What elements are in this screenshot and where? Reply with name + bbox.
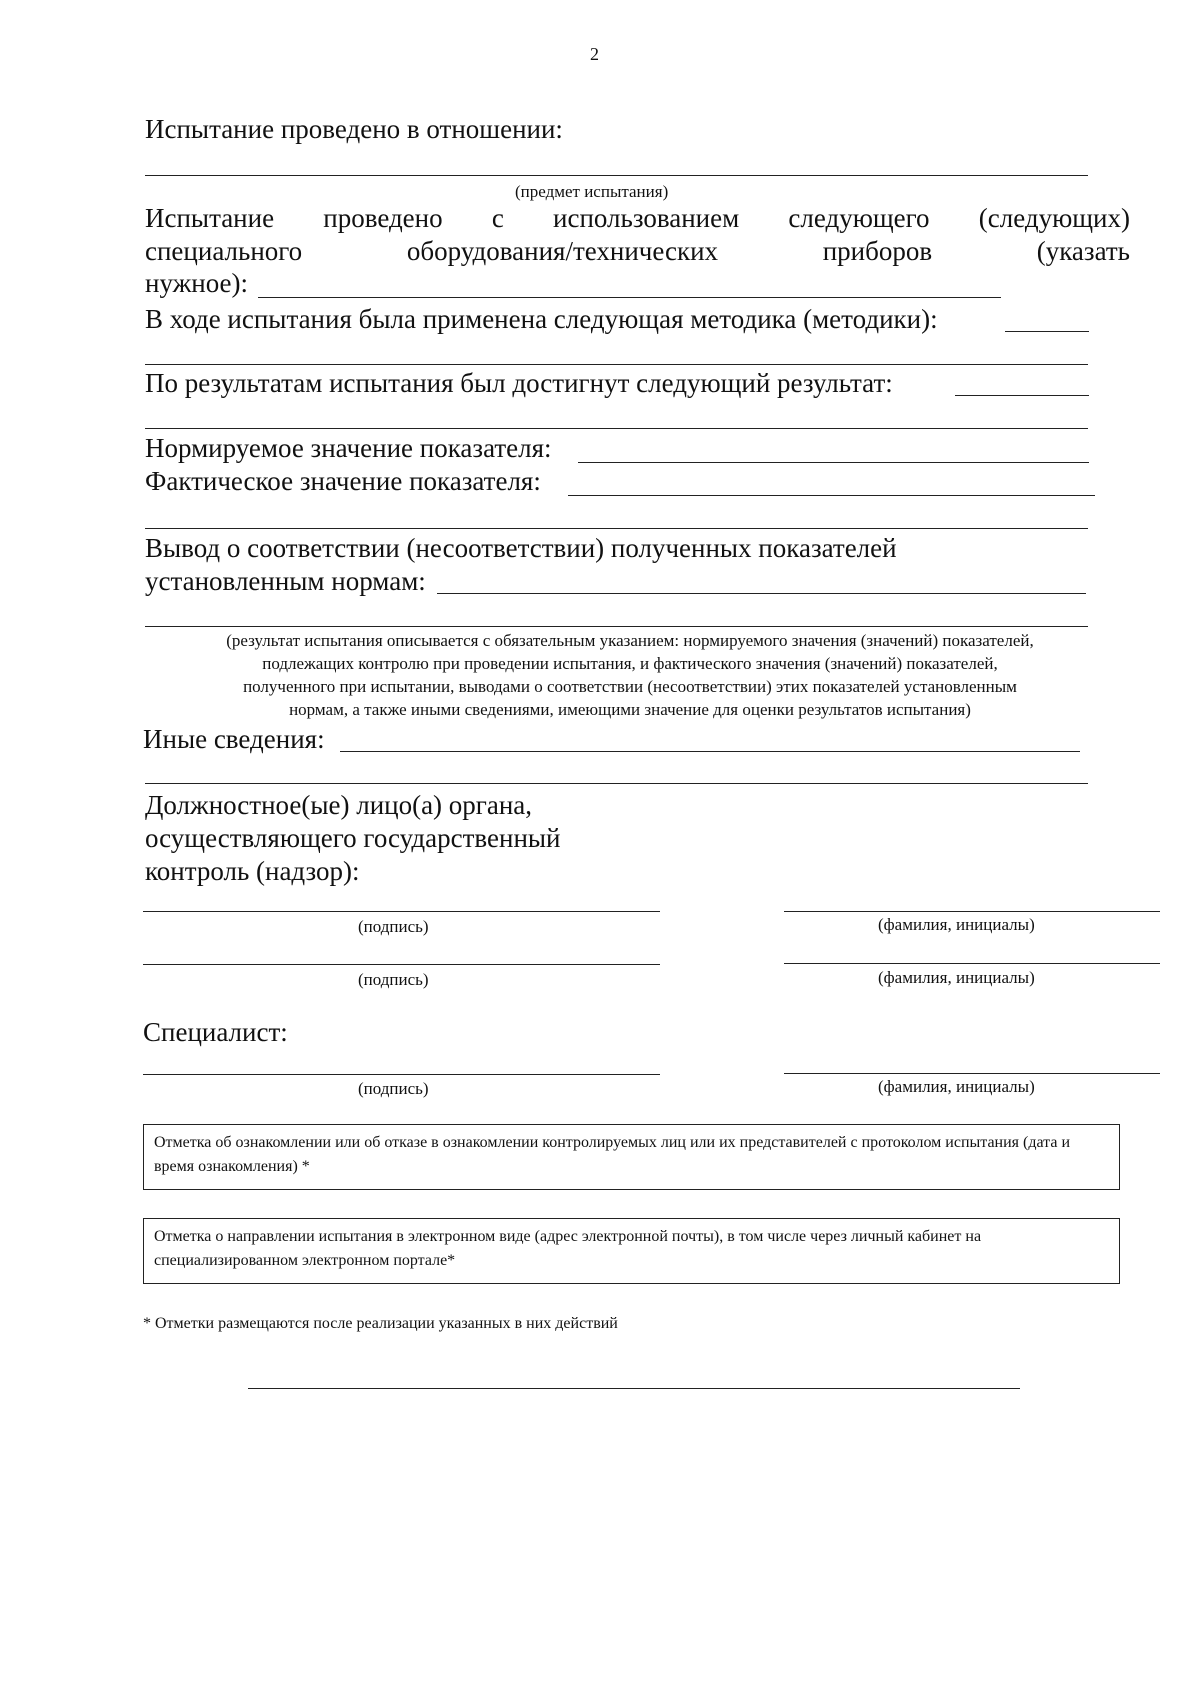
subject-heading: Испытание проведено в отношении: (145, 114, 563, 144)
equipment-word: оборудования/технических (406, 236, 719, 266)
equipment-word: следующего (788, 203, 930, 233)
result-label: По результатам испытания был достигнут следующий результат: (145, 368, 893, 398)
equipment-word: приборов (822, 236, 933, 266)
equipment-line-1 (145, 203, 1130, 234)
equipment-word: специального (145, 236, 303, 266)
equipment-field[interactable] (258, 297, 1001, 298)
conclusion-field[interactable] (437, 593, 1086, 594)
result-field-continuation[interactable] (145, 428, 1088, 429)
electronic-delivery-box-text: Отметка о направлении испытания в электронном виде (адрес электронной почты), в том числе через личный кабинет на специализированном электронном портале* (154, 1228, 982, 1269)
acquaintance-box-text: Отметка об ознакомлении или об отказе в ознакомлении контролируемых лиц или их представителей с протоколом испытания (дата и время ознакомления) * (154, 1134, 1071, 1175)
result-note-line-4: нормам, а также иными сведениями, имеющими значение для оценки результатов испытания) (289, 700, 971, 719)
method-field-continuation[interactable] (145, 364, 1088, 365)
other-info-label: Иные сведения: (143, 724, 325, 754)
signature-caption: (подпись) (358, 1079, 429, 1098)
method-label: В ходе испытания была применена следующая методика (методики): (145, 304, 938, 334)
specialist-name-field[interactable] (784, 1073, 1160, 1074)
signature-field-2[interactable] (143, 964, 660, 965)
actual-field-continuation[interactable] (145, 528, 1088, 529)
result-note-line-2: подлежащих контролю при проведении испытания, и фактического значения (значений) показателей, (262, 654, 998, 673)
name-field-2[interactable] (784, 963, 1160, 964)
method-field[interactable] (1005, 331, 1089, 332)
subject-field[interactable] (145, 175, 1088, 176)
official-line-3: контроль (надзор): (145, 856, 360, 886)
result-note-line-1: (результат испытания описывается с обязательным указанием: нормируемого значения (значений) показателей, (226, 631, 1034, 650)
equipment-word: использованием (553, 203, 740, 233)
official-line-1: Должностное(ые) лицо(а) органа, (145, 790, 533, 820)
result-note-line-3: полученного при испытании, выводами о соответствии (несоответствии) этих показателей установленным (243, 677, 1017, 696)
name-field-1[interactable] (784, 911, 1160, 912)
conclusion-line-1: Вывод о соответствии (несоответствии) полученных показателей (145, 533, 897, 563)
signature-field-1[interactable] (143, 911, 660, 912)
equipment-word: проведено (323, 203, 443, 233)
equipment-line-3: нужное): (145, 268, 249, 298)
actual-label: Фактическое значение показателя: (145, 466, 541, 496)
actual-field[interactable] (568, 495, 1095, 496)
equipment-word: (следующих) (978, 203, 1130, 233)
equipment-line-2 (145, 236, 1130, 267)
electronic-delivery-box[interactable] (143, 1218, 1120, 1284)
equipment-word: (указать (1036, 236, 1130, 266)
equipment-word: с (491, 203, 504, 233)
conclusion-line-2: установленным нормам: (145, 566, 426, 596)
closing-separator (248, 1388, 1020, 1389)
other-info-field[interactable] (340, 751, 1080, 752)
signature-caption: (подпись) (358, 917, 429, 936)
signature-caption: (подпись) (358, 970, 429, 989)
subject-caption: (предмет испытания) (515, 182, 669, 201)
name-caption: (фамилия, инициалы) (878, 968, 1035, 987)
page-number: 2 (590, 44, 599, 64)
footnote: * Отметки размещаются после реализации указанных в них действий (143, 1315, 618, 1332)
other-info-field-continuation[interactable] (145, 783, 1088, 784)
official-line-2: осуществляющего государственный (145, 823, 561, 853)
equipment-word: Испытание (145, 203, 275, 233)
acquaintance-box[interactable] (143, 1124, 1120, 1190)
specialist-label: Специалист: (143, 1017, 288, 1047)
normative-field[interactable] (578, 462, 1089, 463)
normative-label: Нормируемое значение показателя: (145, 433, 552, 463)
conclusion-field-continuation[interactable] (145, 626, 1088, 627)
name-caption: (фамилия, инициалы) (878, 1077, 1035, 1096)
specialist-signature-field[interactable] (143, 1074, 660, 1075)
name-caption: (фамилия, инициалы) (878, 915, 1035, 934)
result-field[interactable] (955, 395, 1089, 396)
